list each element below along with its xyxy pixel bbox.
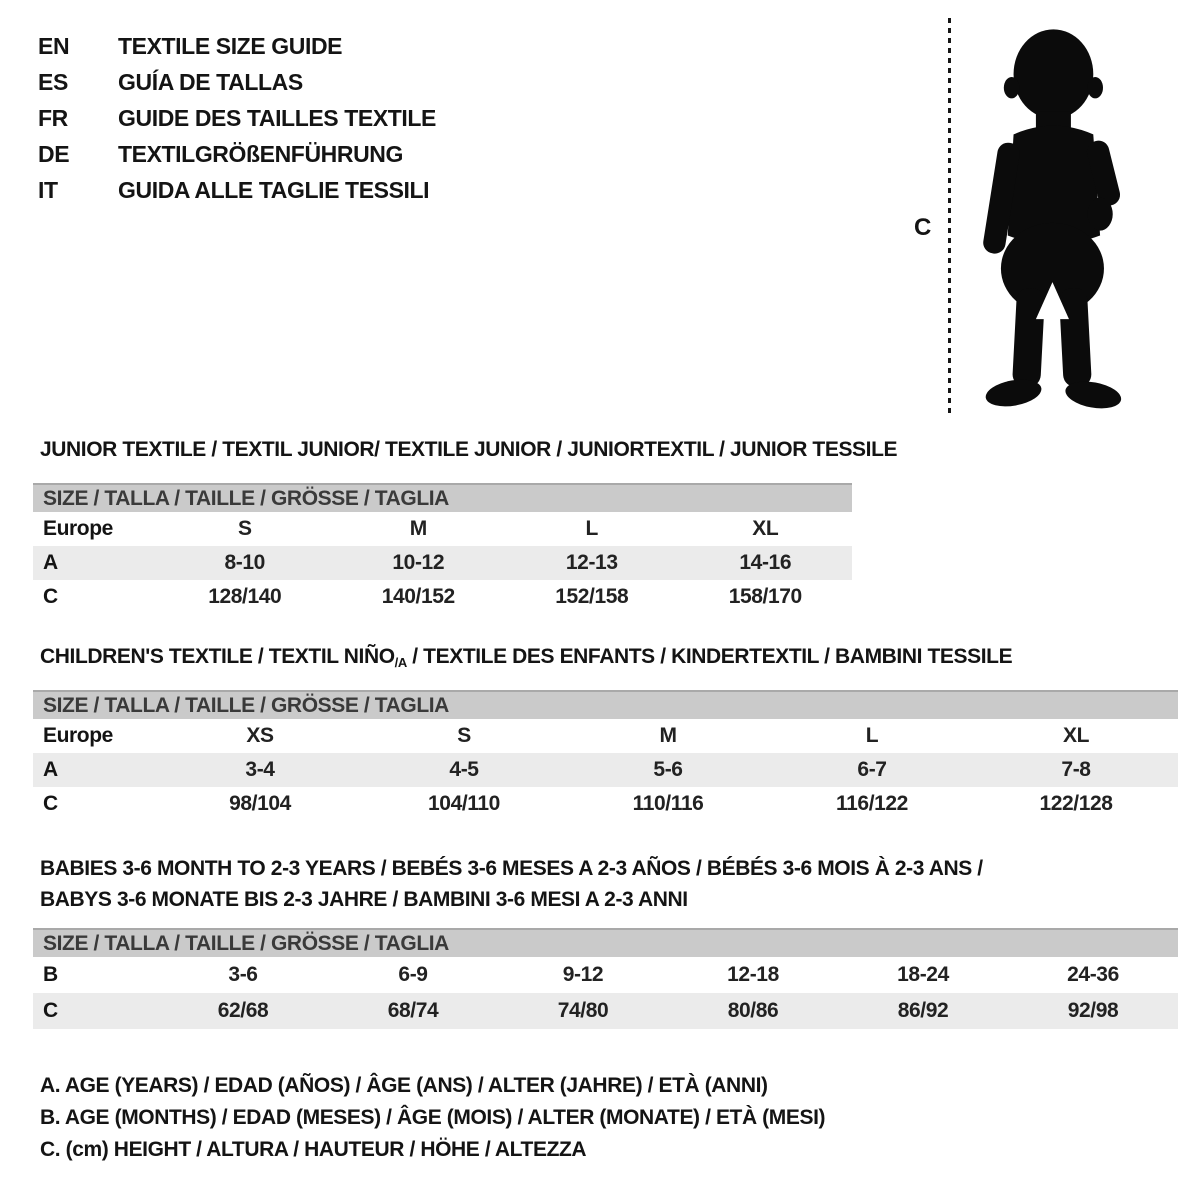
table-row xyxy=(33,546,852,580)
language-code: IT xyxy=(38,176,58,203)
legend-line: B. AGE (MONTHS) / EDAD (MESES) / ÂGE (MOIS) / ALTER (MONATE) / ETÀ (MESI) xyxy=(40,1106,826,1129)
cell-value: 158/170 xyxy=(728,585,802,608)
size-band: SIZE / TALLA / TAILLE / GRÖSSE / TAGLIA xyxy=(33,690,1178,719)
language-title: TEXTILE SIZE GUIDE xyxy=(118,32,343,59)
heading-text: BABYS 3-6 MONATE BIS 2-3 JAHRE / BAMBINI 3-6 MESI A 2-3 ANNI xyxy=(40,888,688,911)
cell-value: 152/158 xyxy=(555,585,629,608)
section-heading xyxy=(40,853,983,915)
cell-value: XL xyxy=(1062,724,1090,747)
cell-value: 7-8 xyxy=(1061,758,1091,781)
language-title: GUÍA DE TALLAS xyxy=(118,68,303,95)
heading-text: BABIES 3-6 MONTH TO 2-3 YEARS / BEBÉS 3-6 MESES A 2-3 AÑOS / BÉBÉS 3-6 MOIS À 2-3 ANS / xyxy=(40,857,983,880)
table-row xyxy=(33,787,1178,821)
table-row xyxy=(33,753,1178,787)
cell-value: 12-13 xyxy=(565,551,618,574)
heading-text: / TEXTILE DES ENFANTS / KINDERTEXTIL / BAMBINI TESSILE xyxy=(406,645,1013,668)
legend-line: A. AGE (YEARS) / EDAD (AÑOS) / ÂGE (ANS) / ALTER (JAHRE) / ETÀ (ANNI) xyxy=(40,1074,768,1097)
language-row xyxy=(38,136,436,172)
language-code: EN xyxy=(38,32,70,59)
height-dashed-line xyxy=(948,18,951,418)
section-heading-line xyxy=(40,853,983,884)
cell-value: 92/98 xyxy=(1067,999,1119,1022)
table-row xyxy=(33,993,1178,1029)
cell-value: 80/86 xyxy=(727,999,779,1022)
cell-value: 128/140 xyxy=(208,585,282,608)
height-measure-label: C xyxy=(914,214,931,241)
cell-value: 6-9 xyxy=(398,963,428,986)
toddler-silhouette-image xyxy=(963,18,1138,418)
row-label: B xyxy=(43,963,58,986)
size-table xyxy=(33,928,1178,1029)
language-title: GUIDE DES TAILLES TEXTILE xyxy=(118,104,436,131)
cell-value: 3-6 xyxy=(228,963,258,986)
table-row xyxy=(33,580,852,614)
section-heading xyxy=(40,434,897,465)
cell-value: XS xyxy=(246,724,274,747)
cell-value: 122/128 xyxy=(1039,792,1113,815)
row-label: C xyxy=(43,792,58,815)
row-label: Europe xyxy=(43,724,113,747)
cell-value: 6-7 xyxy=(857,758,887,781)
language-row xyxy=(38,64,436,100)
section-heading xyxy=(40,641,1012,678)
language-title: GUIDA ALLE TAGLIE TESSILI xyxy=(118,176,430,203)
cell-value: 9-12 xyxy=(562,963,604,986)
cell-value: 98/104 xyxy=(229,792,291,815)
language-code: DE xyxy=(38,140,70,167)
section-heading-line xyxy=(40,434,897,465)
cell-value: S xyxy=(457,724,471,747)
size-band: SIZE / TALLA / TAILLE / GRÖSSE / TAGLIA xyxy=(33,483,852,512)
cell-value: XL xyxy=(752,517,779,540)
language-title: TEXTILGRÖßENFÜHRUNG xyxy=(118,140,403,167)
cell-value: 62/68 xyxy=(217,999,269,1022)
language-code: FR xyxy=(38,104,68,131)
row-label: Europe xyxy=(43,517,113,540)
cell-value: 110/116 xyxy=(632,792,704,815)
row-label: C xyxy=(43,999,58,1022)
heading-text: CHILDREN'S TEXTILE / TEXTIL NIÑO xyxy=(40,645,395,668)
language-row xyxy=(38,28,436,64)
size-table xyxy=(33,690,1178,821)
cell-value: 140/152 xyxy=(381,585,455,608)
language-row xyxy=(38,172,436,208)
cell-value: 8-10 xyxy=(224,551,265,574)
heading-text: /A xyxy=(394,655,407,670)
section-heading-line xyxy=(40,884,983,915)
cell-value: M xyxy=(659,724,677,747)
heading-text: JUNIOR TEXTILE / TEXTIL JUNIOR/ TEXTILE JUNIOR / JUNIORTEXTIL / JUNIOR TESSILE xyxy=(40,438,898,461)
cell-value: 10-12 xyxy=(392,551,445,574)
cell-value: 86/92 xyxy=(897,999,949,1022)
row-label: A xyxy=(43,758,58,781)
cell-value: S xyxy=(237,517,252,540)
cell-value: 116/122 xyxy=(836,792,908,815)
size-band: SIZE / TALLA / TAILLE / GRÖSSE / TAGLIA xyxy=(33,928,1178,957)
cell-value: 74/80 xyxy=(557,999,609,1022)
cell-value: L xyxy=(585,517,598,540)
row-label: C xyxy=(43,585,58,608)
cell-value: 18-24 xyxy=(897,963,949,986)
language-code: ES xyxy=(38,68,68,95)
table-row xyxy=(33,512,852,546)
row-label: A xyxy=(43,551,58,574)
cell-value: 24-36 xyxy=(1067,963,1119,986)
cell-value: 3-4 xyxy=(245,758,275,781)
cell-value: 104/110 xyxy=(428,792,500,815)
cell-value: 14-16 xyxy=(739,551,792,574)
size-table xyxy=(33,483,852,614)
legend xyxy=(40,1070,825,1166)
cell-value: 12-18 xyxy=(727,963,779,986)
cell-value: 68/74 xyxy=(387,999,439,1022)
cell-value: 5-6 xyxy=(653,758,683,781)
cell-value: M xyxy=(409,517,427,540)
language-list xyxy=(38,28,436,208)
legend-line: C. (cm) HEIGHT / ALTURA / HAUTEUR / HÖHE / ALTEZZA xyxy=(40,1138,587,1161)
cell-value: L xyxy=(865,724,879,747)
cell-value: 4-5 xyxy=(449,758,479,781)
language-row xyxy=(38,100,436,136)
section-heading-line xyxy=(40,641,1012,678)
table-row xyxy=(33,957,1178,993)
table-row xyxy=(33,719,1178,753)
